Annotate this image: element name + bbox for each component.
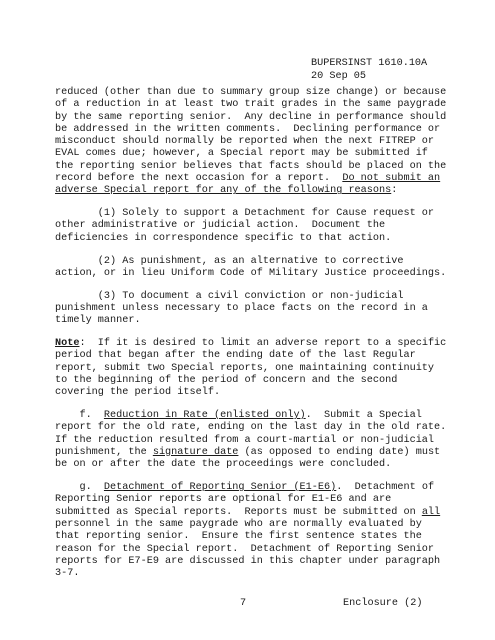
reason-item-2: (2) As punishment, as an alternative to corrective action, or in lieu Uniform Code of Military Justice proceedings.	[55, 255, 447, 279]
signature-date-term: signature date	[152, 446, 239, 458]
instruction-number: BUPERSINST 1610.10A	[311, 58, 428, 69]
paragraph-end: :	[391, 185, 398, 197]
paragraph-f	[55, 410, 455, 471]
reason-item-3: (3) To document a civil conviction or non-judicial punishment unless necessary to place facts on the record in a timely manner.	[55, 290, 428, 327]
enclosure-label: Enclosure (2)	[343, 598, 423, 609]
paragraph-text: reduced (other than due to summary group size change) or because of a reduction in at least two trait grades in the same paygrade by the same reporting senior. Any decline in performance should be addressed in the written comments. Declining performance or misconduct should normally be reported when the next FITREP or EVAL comes due; however, a Special report may be submitted if the reporting senior believes that facts should be placed on the record before the next occasion for a report.	[55, 87, 447, 185]
paragraph-g-text: . Detachment of Reporting Senior reports are optional for E1-E6 and are submitted as Special reports. Reports must be submitted on	[55, 482, 435, 518]
paragraph-g-title: Detachment of Reporting Senior (E1-E6)	[103, 482, 337, 494]
paragraph-g-text-end: personnel in the same paygrade who are normally evaluated by that reporting senior. Ensure the first sentence states the reason for the Special report. Detachment of Reporting Senior reports for E7-E9 are discussed in this chapter under paragraph 3-7.	[55, 518, 441, 580]
paragraph-f-prefix: f.	[55, 410, 104, 422]
all-term: all	[421, 506, 441, 518]
paragraph-g	[55, 482, 455, 580]
paragraph-f-title: Reduction in Rate (enlisted only)	[103, 410, 306, 422]
paragraph-g-prefix: g.	[55, 482, 104, 494]
note-paragraph	[55, 338, 455, 399]
document-body	[55, 87, 455, 591]
note-text: : If it is desired to limit an adverse report to a specific period that began after the ending date of the last Regular report, submit two Special reports, one maintaining continuity to the beginning of the period of concern and the second covering the period itself.	[55, 338, 447, 399]
paragraph-reduced	[55, 87, 455, 198]
paragraph-f-text-end: (as opposed to ending date) must be on or after the date the proceedings were concluded.	[55, 446, 441, 471]
page-number: 7	[240, 598, 247, 609]
reason-item-1: (1) Solely to support a Detachment for Cause request or other administrative or judicial action. Document the deficiencies in correspondence specific to that action.	[55, 208, 435, 244]
paragraph-f-text: . Submit a Special report for the old rate, ending on the last day in the old rate. If the reduction resulted from a court-martial or non-judicial punishment, the	[55, 410, 447, 458]
underlined-instruction: Do not submit an adverse Special report for any of the following reasons	[55, 173, 441, 197]
note-label: Note	[55, 338, 80, 350]
instruction-date: 20 Sep 05	[311, 70, 367, 82]
document-header	[311, 58, 427, 83]
